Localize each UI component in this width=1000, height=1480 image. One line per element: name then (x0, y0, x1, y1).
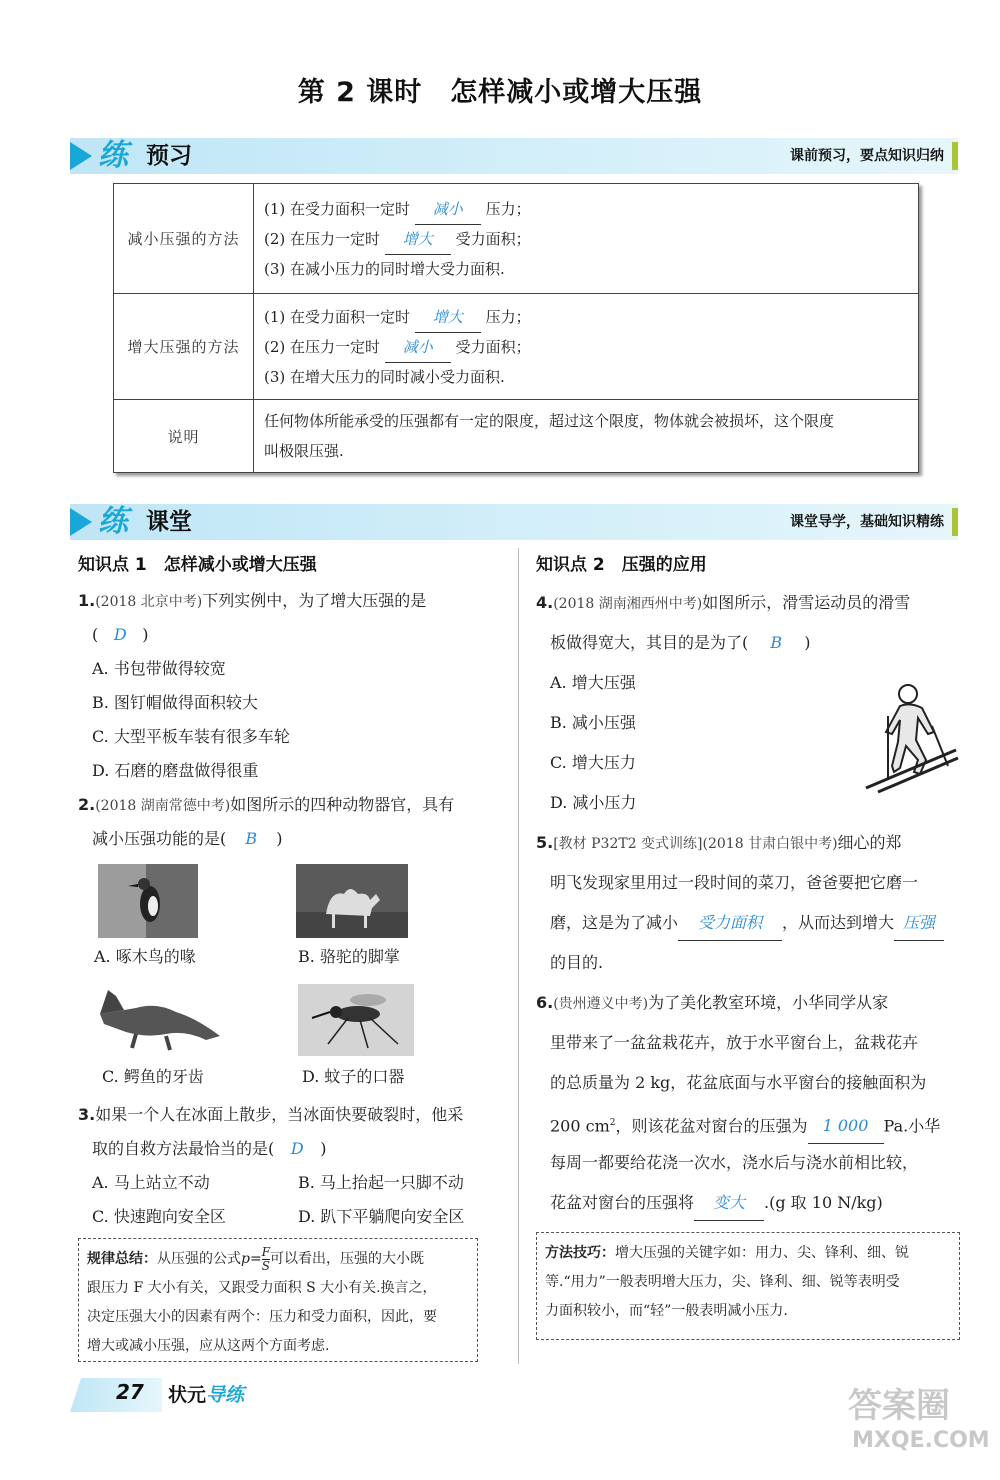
q-text: ，则该花盆对窗台的压强为 (615, 1116, 808, 1136)
q1-answer (92, 618, 149, 652)
section-title: 课堂 (146, 509, 192, 535)
accent-bar (952, 508, 958, 536)
question-5 (536, 826, 902, 861)
table-row (114, 184, 919, 294)
line-text: (1) 在受力面积一定时 (264, 307, 411, 326)
q-text: Pa.小华 (883, 1116, 941, 1136)
camel-image (296, 864, 408, 938)
box-text: 力面积较小，而“轻”一般表明减小压力. (545, 1303, 788, 1319)
knowledge-point-1: 知识点 1 怎样减小或增大压强 (78, 555, 317, 575)
option: A. 书包带做得较宽 (92, 659, 226, 678)
q-text: 200 cm (550, 1116, 610, 1136)
table-row (114, 294, 919, 400)
superscript: 2 (609, 1118, 616, 1128)
row-label: 说明 (114, 400, 254, 473)
paren: ) (804, 633, 811, 652)
q-text: 磨，这是为了减小 (550, 913, 679, 932)
question-4 (536, 586, 910, 621)
fraction-numerator: F (261, 1244, 271, 1259)
answer-blank: 压强 (894, 906, 944, 941)
question-6 (536, 986, 888, 1021)
page-title: 第 2 课时 怎样减小或增大压强 (297, 77, 703, 108)
box-text: 可以看出，压强的大小既 (270, 1251, 425, 1267)
q-text: 减小压强功能的是( (92, 829, 227, 848)
line-text: (3) 在减小压力的同时增大受力面积. (264, 259, 505, 278)
q5-line3 (550, 906, 944, 941)
line-text: 压力； (485, 307, 531, 326)
formula-p: p= (241, 1251, 262, 1267)
lian-icon: 练 (98, 138, 128, 173)
row-label: 增大压强的方法 (114, 294, 254, 400)
section-banner-classroom (70, 504, 958, 540)
arrow-icon (70, 508, 92, 536)
q3-line2 (92, 1132, 327, 1166)
answer-blank: 1 000 (808, 1109, 884, 1144)
answer: D (290, 1139, 304, 1158)
paren: ) (276, 829, 283, 848)
paren: ) (320, 1139, 327, 1158)
q-number: 2. (78, 795, 96, 814)
option: D. 趴下平躺爬向安全区 (298, 1207, 465, 1226)
table-row (114, 400, 919, 473)
answer-blank: 减小 (415, 194, 481, 225)
option: B. 减小压强 (550, 713, 636, 732)
mosquito-image (298, 984, 414, 1056)
crocodile-image (96, 984, 224, 1056)
box-text: 决定压强大小的因素有两个：压力和受力面积，因此，要 (87, 1309, 437, 1325)
arrow-icon (70, 142, 92, 170)
section-banner-preview (70, 138, 958, 174)
q-number: 3. (78, 1105, 96, 1124)
box-heading: 规律总结： (87, 1251, 157, 1267)
q-number: 1. (78, 591, 96, 610)
q2-line2 (92, 822, 283, 856)
option: C. 快速跑向安全区 (92, 1207, 226, 1226)
answer-blank: 增大 (415, 302, 481, 333)
option: C. 大型平板车装有很多车轮 (92, 727, 290, 746)
preview-table (113, 183, 919, 473)
q-text: 下列实例中，为了增大压强的是 (202, 591, 427, 610)
option: A. 马上站立不动 (92, 1173, 210, 1192)
line-text: (1) 在受力面积一定时 (264, 199, 411, 218)
rule-summary-box (78, 1238, 478, 1362)
section-subtitle: 课前预习，要点知识归纳 (790, 148, 944, 164)
q-source: (2018 甘肃白银中考) (702, 836, 838, 852)
question-2 (78, 788, 454, 823)
q-text: .(g 取 10 N/kg) (764, 1193, 883, 1212)
formula-fraction (262, 1246, 270, 1273)
answer: B (245, 829, 258, 848)
brand-part: 导练 (206, 1384, 245, 1406)
q-source: (2018 湖南湘西州中考) (553, 596, 703, 612)
page-number: 27 (116, 1380, 144, 1404)
box-text: 增大压强的关键字如：用力、尖、锋利、细、锐 (615, 1245, 909, 1261)
row-label: 减小压强的方法 (114, 184, 254, 294)
q5-line2: 明飞发现家里用过一段时间的菜刀，爸爸要把它磨一 (550, 873, 919, 892)
option: D. 减小压力 (550, 793, 637, 812)
knowledge-point-2: 知识点 2 压强的应用 (536, 555, 707, 575)
lian-icon: 练 (98, 504, 128, 539)
option: A. 增大压强 (550, 673, 636, 692)
skier-image (864, 676, 960, 796)
brand-part: 状元 (168, 1384, 207, 1406)
line-text: (2) 在压力一定时 (264, 337, 381, 356)
q-text: 如图所示的四种动物器官，具有 (230, 795, 455, 814)
row-content (254, 184, 919, 294)
q-number: 5. (536, 833, 554, 852)
line-text: 受力面积； (455, 229, 531, 248)
option: B. 马上抬起一只脚不动 (298, 1173, 464, 1192)
column-divider (518, 548, 519, 1364)
option: D. 蚊子的口器 (302, 1067, 405, 1086)
option: C. 鳄鱼的牙齿 (102, 1067, 204, 1086)
method-tip-box (536, 1232, 960, 1340)
fraction-denominator: S (261, 1258, 270, 1273)
q-text: 为了美化教室环境，小华同学从家 (648, 993, 889, 1012)
q5-line4: 的目的. (550, 953, 604, 972)
q-source: (2018 湖南常德中考) (95, 798, 231, 814)
question-1 (78, 584, 426, 619)
answer-blank: 增大 (385, 224, 451, 255)
q6-line6 (550, 1186, 883, 1221)
q6-line4 (550, 1106, 940, 1144)
answer-blank: 减小 (385, 332, 451, 363)
q-text: 花盆对窗台的压强将 (550, 1193, 695, 1212)
box-text: 从压强的公式 (157, 1251, 241, 1267)
box-text: 等.“用力”一般表明增大压力，尖、锋利、细、锐等表明受 (545, 1274, 900, 1290)
answer: D (113, 625, 127, 644)
answer-blank: 变大 (694, 1186, 764, 1221)
paren: ) (142, 625, 149, 644)
answer-blank: 受力面积 (678, 906, 782, 941)
paren: ( (92, 625, 99, 644)
line-text: 叫极限压强. (264, 442, 344, 460)
line-text: (2) 在压力一定时 (264, 229, 381, 248)
option: A. 啄木鸟的喙 (94, 947, 196, 966)
line-text: (3) 在增大压力的同时减小受力面积. (264, 367, 505, 386)
q-number: 6. (536, 993, 554, 1012)
watermark-url: MXQE.COM (852, 1428, 990, 1453)
woodpecker-image (98, 864, 198, 938)
q-source: (2018 北京中考) (95, 594, 203, 610)
section-subtitle: 课堂导学，基础知识精练 (790, 514, 944, 530)
q-source: (贵州遵义中考) (553, 996, 649, 1012)
q6-line2: 里带来了一盆盆栽花卉，放于水平窗台上，盆栽花卉 (550, 1033, 919, 1052)
brand-logo (168, 1380, 244, 1407)
q-text: 取的自救方法最恰当的是( (92, 1139, 275, 1158)
q6-line5: 每周一都要给花浇一次水，浇水后与浇水前相比较， (550, 1153, 919, 1172)
row-content (254, 294, 919, 400)
q4-line2 (550, 626, 811, 660)
q6-line3: 的总质量为 2 kg，花盆底面与水平窗台的接触面积为 (550, 1073, 927, 1092)
option: B. 图钉帽做得面积较大 (92, 693, 258, 712)
box-text: 增大或减小压强，应从这两个方面考虑. (87, 1338, 330, 1354)
q-number: 4. (536, 593, 554, 612)
q-text: 细心的郑 (837, 833, 902, 852)
q-text: 板做得宽大，其目的是为了( (550, 633, 749, 652)
watermark-logo: 答案圈 (848, 1386, 950, 1426)
option: B. 骆驼的脚掌 (298, 947, 400, 966)
q-source: [教材 P32T2 变式训练] (553, 836, 703, 852)
box-heading: 方法技巧： (545, 1245, 615, 1261)
accent-bar (952, 142, 958, 170)
line-text: 受力面积； (455, 337, 531, 356)
option: C. 增大压力 (550, 753, 636, 772)
row-content (254, 400, 919, 473)
question-3 (78, 1098, 463, 1132)
line-text: 压力； (485, 199, 531, 218)
q-text: 如图所示，滑雪运动员的滑雪 (702, 593, 911, 612)
box-text: 跟压力 F 大小有关，又跟受力面积 S 大小有关.换言之， (87, 1280, 437, 1296)
q-text: 如果一个人在冰面上散步，当冰面快要破裂时，他采 (95, 1105, 464, 1124)
answer: B (770, 633, 783, 652)
q-text: ，从而达到增大 (782, 913, 895, 932)
option: D. 石磨的磨盘做得很重 (92, 761, 259, 780)
section-title: 预习 (146, 143, 192, 169)
line-text: 任何物体所能承受的压强都有一定的限度，超过这个限度，物体就会被损坏，这个限度 (264, 412, 835, 430)
